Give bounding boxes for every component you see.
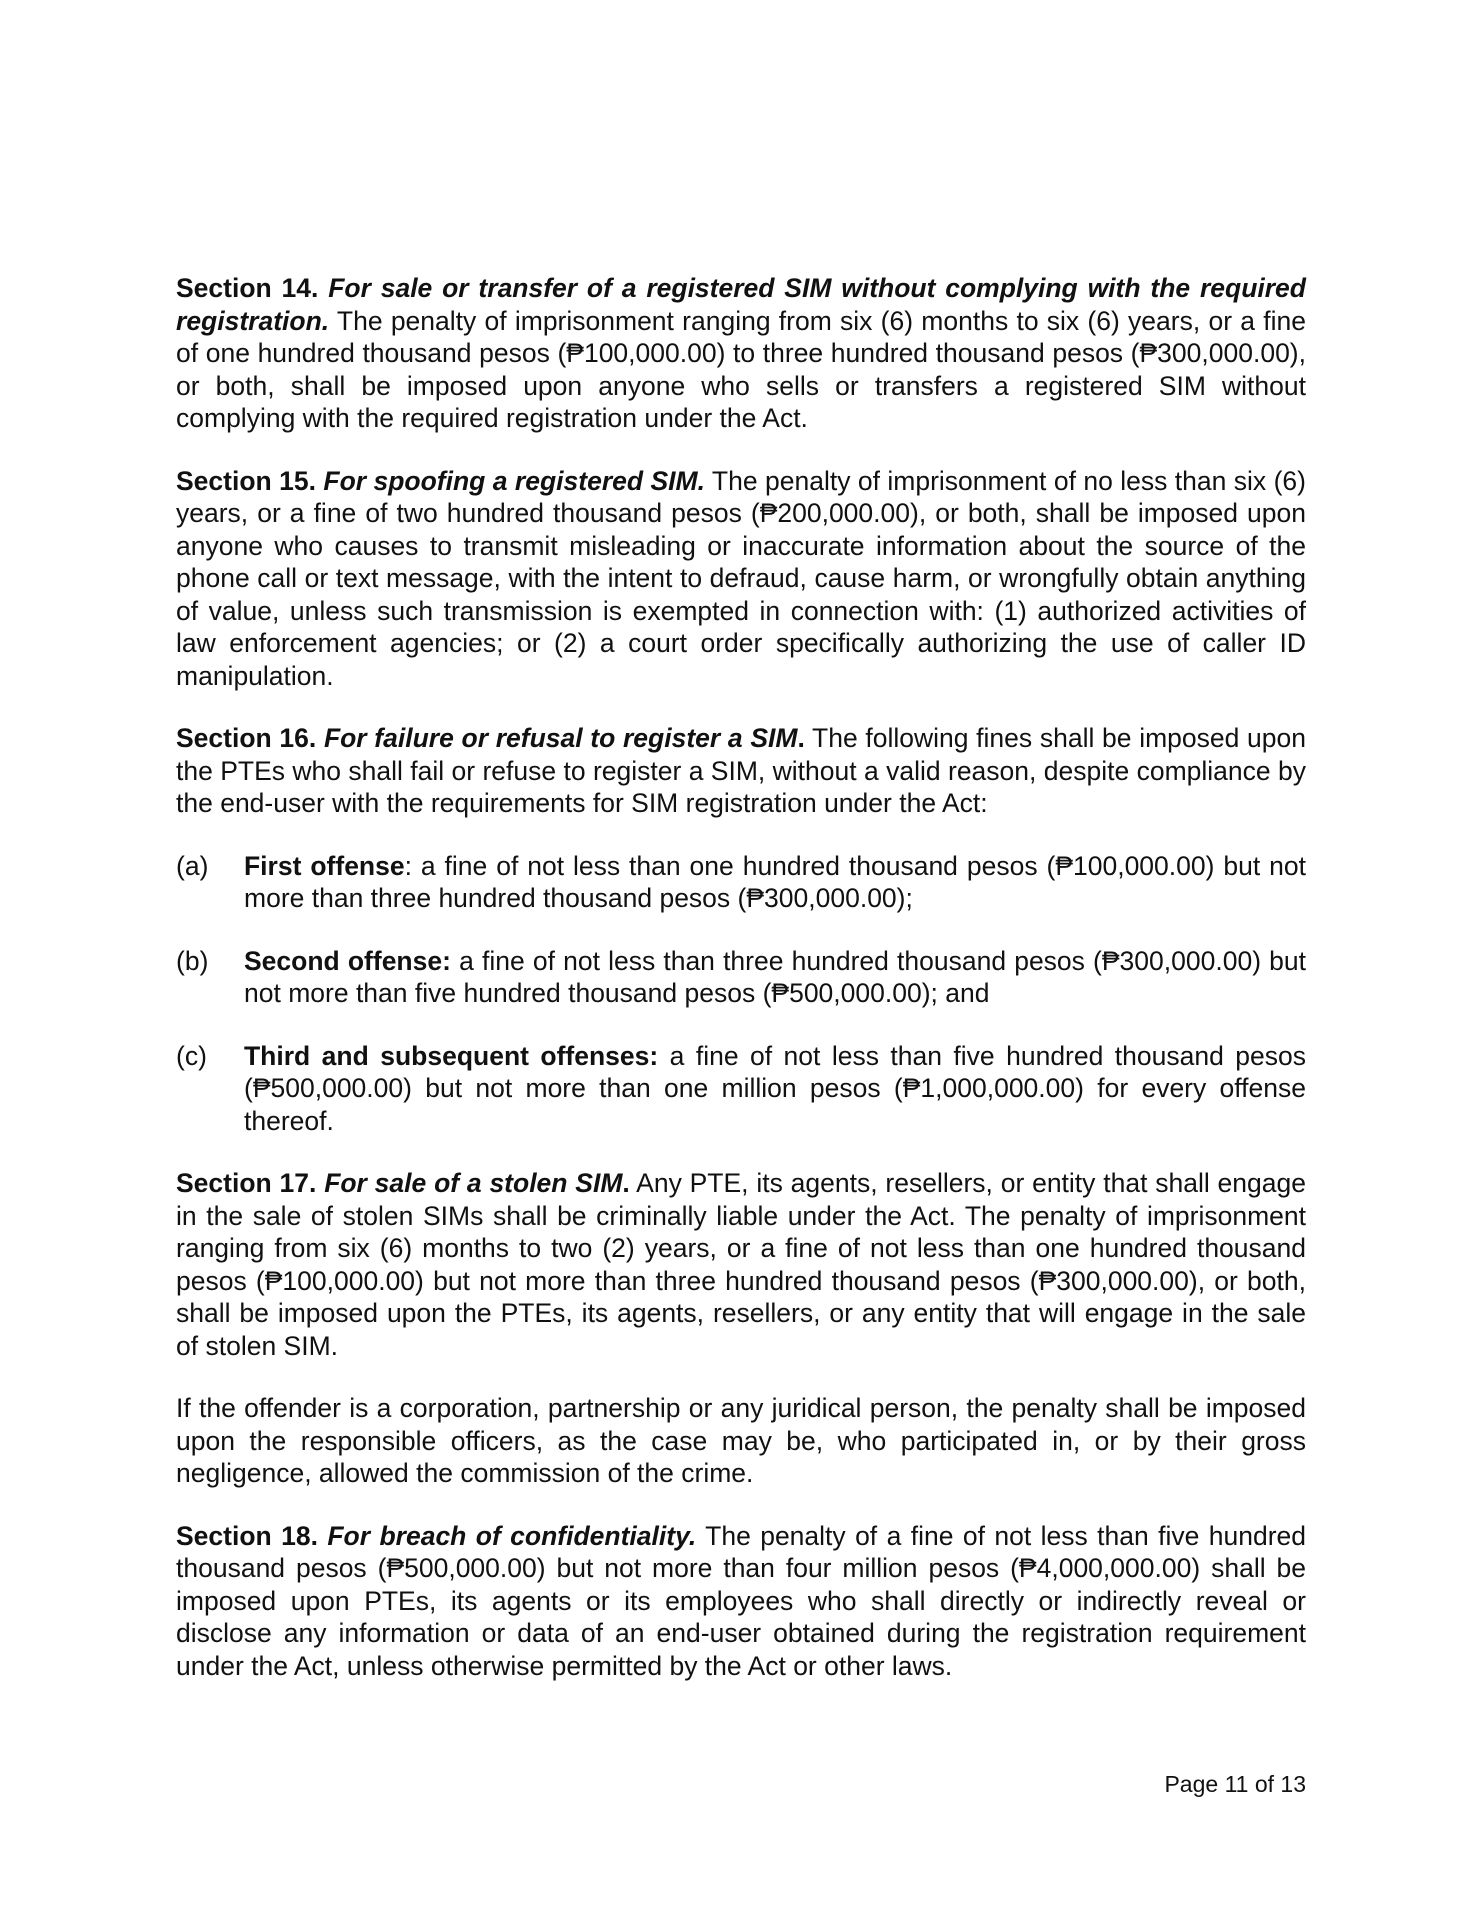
page-number: Page 11 of 13 — [1164, 1771, 1306, 1797]
section-17-number: Section 17. — [176, 1168, 317, 1198]
section-17-paragraph-2: If the offender is a corporation, partnership or any juridical person, the penalty shall be imposed upon the responsible officers, as the case may be, who participated in, or by their gross negligence, allowed the commission of the crime. — [176, 1393, 1306, 1488]
section-16-title: For failure or refusal to register a SIM — [323, 723, 798, 753]
section-18-title: For breach of confidentiality. — [327, 1520, 697, 1551]
section-17-text: Any PTE, its agents, resellers, or entity that shall engage in the sale of stolen SIMs shall be criminally liable under the Act. The penalty of imprisonment ranging from six (6) months to two (2) years, or a fine of not less than one hundred thousand pesos (₱100,000.00) but not more than three hundred thousand pesos (₱300,000.00), or both, shall be imposed upon the PTEs, its agents, resellers, or any entity that will engage in the sale of stolen SIM. — [176, 1168, 1306, 1361]
offense-lead-b: Second offense: — [244, 945, 451, 976]
offense-lead-a: First offense — [244, 850, 405, 881]
offense-item-b — [176, 945, 1306, 1010]
offense-text-c: a fine of not less than five hundred thousand pesos (₱500,000.00) but not more than one million pesos (₱1,000,000.00) for every offense thereof. — [244, 1040, 1306, 1136]
section-18-number: Section 18. — [176, 1520, 318, 1551]
section-17 — [176, 1167, 1306, 1362]
list-marker-b: (b) — [176, 945, 209, 976]
section-15-number: Section 15. — [176, 465, 316, 496]
section-14-title: For sale or transfer of a registered SIM without complying with the required registration. — [176, 273, 1306, 336]
section-17-title-period: . — [622, 1168, 630, 1198]
section-18-text: The penalty of a fine of not less than five hundred thousand pesos (₱500,000.00) but not more than four million pesos (₱4,000,000.00) shall be imposed upon PTEs, its agents or its employees who shall directly or indirectly reveal or disclose any information or data of an end-user obtained during the registration requirement under the Act, unless otherwise permitted by the Act or other laws. — [176, 1520, 1306, 1681]
list-marker-c: (c) — [176, 1040, 207, 1071]
list-marker-a: (a) — [176, 850, 209, 881]
section-16-text: The following fines shall be imposed upon the PTEs who shall fail or refuse to register a SIM, without a valid reason, despite compliance by the end-user with the requirements for SIM registration under the Act: — [176, 723, 1306, 818]
section-14-number: Section 14. — [176, 273, 319, 303]
offense-text-b: a fine of not less than three hundred thousand pesos (₱300,000.00) but not more than five hundred thousand pesos (₱500,000.00); and — [244, 945, 1306, 1008]
section-15-title: For spoofing a registered SIM. — [323, 465, 705, 496]
section-14 — [176, 272, 1306, 435]
document-body — [176, 272, 1306, 1682]
offense-text-a: : a fine of not less than one hundred thousand pesos (₱100,000.00) but not more than three hundred thousand pesos (₱300,000.00); — [244, 850, 1306, 913]
section-15 — [176, 465, 1306, 693]
offense-lead-c: Third and subsequent offenses: — [244, 1040, 659, 1071]
offense-item-c — [176, 1040, 1306, 1138]
section-17-title: For sale of a stolen SIM — [324, 1168, 623, 1198]
section-18 — [176, 1520, 1306, 1683]
section-16-title-period: . — [797, 723, 805, 753]
section-15-text: The penalty of imprisonment of no less than six (6) years, or a fine of two hundred thousand pesos (₱200,000.00), or both, shall be imposed upon anyone who causes to transmit misleading or inaccurate information about the source of the phone call or text message, with the intent to defraud, cause harm, or wrongfully obtain anything of value, unless such transmission is exempted in connection with: (1) authorized activities of law enforcement agencies; or (2) a court order specifically authorizing the use of caller ID manipulation. — [176, 465, 1306, 691]
section-14-text: The penalty of imprisonment ranging from six (6) months to six (6) years, or a fine of one hundred thousand pesos (₱100,000.00) to three hundred thousand pesos (₱300,000.00), or both, shall be imposed upon anyone who sells or transfers a registered SIM without complying with the required registration under the Act. — [176, 305, 1306, 433]
section-16 — [176, 722, 1306, 820]
offense-item-a — [176, 850, 1306, 915]
section-16-number: Section 16. — [176, 723, 317, 753]
